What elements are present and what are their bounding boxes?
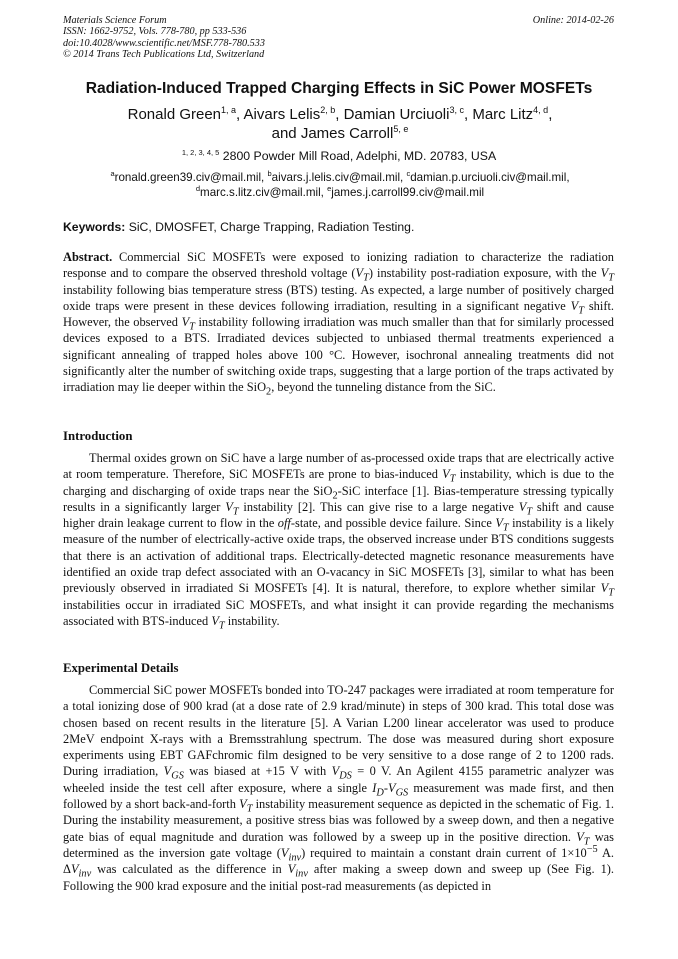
email-link[interactable]: aivars.j.lelis.civ@mail.mil, (271, 171, 407, 184)
journal-header (63, 15, 265, 61)
text-run: shift and cause higher drain leakage current to flow in the (63, 499, 614, 531)
email-marker: b (267, 169, 272, 179)
email-link[interactable]: damian.p.urciuoli.civ@mail.mil, (410, 171, 570, 184)
symbol: V (600, 266, 609, 281)
symbol: V (280, 845, 289, 860)
text-run: -state, and possible device failure. Since (290, 516, 496, 531)
author-name: , Aivars Lelis (236, 106, 321, 123)
symbol: inv (295, 868, 308, 880)
text-run: was biased at +15 V with (183, 764, 332, 779)
text-run: instabilities occur in irradiated SiC MOSFETs, and what insight it can provide regarding the mechanisms associated with BTS-induced (63, 597, 614, 628)
author-affil: 3, c (449, 105, 464, 115)
symbol: - (383, 780, 388, 795)
author-name: , Marc Litz (463, 106, 534, 123)
symbol: V (570, 298, 579, 313)
symbol: T (502, 522, 509, 534)
author-affil: 4, d (533, 105, 549, 115)
symbol: V (211, 613, 219, 628)
symbol: GS (395, 787, 409, 799)
text-run: measurement was made first, and then followed by a short back-and-forth (63, 780, 614, 812)
author-affil: 1, a (221, 105, 237, 115)
symbol: −5 (586, 843, 598, 855)
symbol: T (189, 321, 195, 333)
symbol: T (449, 473, 456, 485)
text-run: instability [2]. This can give rise to a large negative (238, 499, 519, 514)
symbol: T (583, 836, 590, 848)
symbol: inv (288, 852, 302, 864)
symbol: T (218, 620, 225, 632)
text-run: instability is a likely measure of the number of electrically-active oxide traps, the observed increase under BTS conditions suggests that there is an activation of additional traps. Electrically-detected magnetic resonance measurements have identified an oxide trap defect associated with an O-vacancy in SiC MOSFETs [3], similar to what has been previously observed in irradiated Si MOSFETs [4]. It is natural, therefore, to explore whether similar (63, 516, 615, 596)
author-list: Ronald Green$^{1, a}$, Aivars Lelis$^{2, b}$, Damian Urciuoli$^{3, c}$, Marc Litz$^{4, d}$, and James Carroll$^{5, e}$ (127, 105, 553, 142)
text-run: , beyond the tunneling distance from the SiC. (271, 380, 496, 395)
symbol: V (355, 266, 364, 281)
text-run: instability, which is due to the charging and discharging of oxide traps near the SiO (63, 467, 614, 498)
text-run: A. Δ (63, 845, 614, 877)
keywords-label: Keywords: (63, 220, 129, 234)
symbol: V (225, 499, 233, 514)
symbol: V (287, 862, 296, 877)
symbol: T (608, 587, 614, 599)
address-affil: 1, 2, 3, 4, 5 (181, 147, 220, 157)
symbol: V (163, 764, 172, 779)
symbol: T (363, 272, 369, 284)
symbol: V (576, 829, 584, 844)
keywords (63, 220, 615, 234)
text-run: Commercial SiC power MOSFETs bonded into TO-247 packages were irradiated at room temperature for a total ionizing dose of 900 krad (at a dose rate of 2.9 krad/minute) in steps of 300 krad. This total dose was chosen based on recent results in the literature [5]. A Varian L200 linear accelerator was used to produce 2MeV endpoint X-rays with a Bremsstrahlung spectrum. The dose was measured during short exposure experiments using EBT GAFchromic film designed to be very sensitive to a dose range of 2 to 1200 rads. During irradiation, (63, 683, 614, 779)
text-run: -SiC interface [1]. Bias-temperature stressing typically results in a significantly larger (63, 483, 614, 514)
text-run: instability following bias temperature stress (BTS) testing. As expected, a large number of positively charged oxide traps were present in these devices following irradiation, resulting in a significant negative (63, 282, 614, 313)
symbol: V (239, 797, 247, 812)
issn-line: ISSN: 1662-9752, Vols. 778-780, pp 533-536 (63, 26, 247, 38)
keywords-text: SiC, DMOSFET, Charge Trapping, Radiation Testing. (128, 220, 415, 234)
symbol: V (181, 315, 190, 330)
symbol: V (518, 499, 527, 514)
symbol: I (372, 780, 377, 795)
journal-name: Materials Science Forum (63, 15, 167, 26)
doi-line: doi:10.4028/www.scientific.net/MSF.778-780.533 (63, 37, 265, 49)
text-run: was calculated as the difference in (91, 862, 288, 877)
text-run: was determined as the inversion gate voltage ( (63, 829, 614, 860)
symbol: GS (171, 770, 184, 782)
symbol: T (246, 803, 253, 815)
symbol: 2 (332, 490, 338, 502)
abstract-label: Abstract. (63, 250, 113, 264)
symbol: V (600, 581, 609, 596)
online-date: Online: 2014-02-26 (532, 15, 614, 26)
abstract-paragraph (63, 249, 614, 396)
email-marker: a (110, 169, 115, 179)
text-run: instability. (224, 613, 280, 628)
author-affil: 5, e (393, 124, 409, 134)
symbol: DS (339, 770, 352, 782)
experimental-paragraph (63, 682, 614, 894)
email-marker: e (327, 184, 332, 194)
symbol: D (376, 787, 384, 799)
author-name: , Damian Urciuoli (335, 106, 450, 123)
email-marker: d (195, 184, 201, 194)
text-run: instability following irradiation was much smaller than that for similarly processed devices exposed to a BTS. Irradiated devices subjected to unbiased thermal treatments experienced a significant annealing of trapped holes above 100 °C. However, isochronal annealing treatments did not significantly alter the number of switching oxide traps, suggesting that a large portion of the traps activated by irradiation may lie deeper within the SiO (63, 315, 614, 395)
section-heading-experimental: Experimental Details (63, 661, 179, 675)
symbol: T (578, 305, 584, 317)
text-run: Commercial SiC MOSFETs were exposed to ionizing radiation to characterize the radiation response and to compare the observed threshold voltage ( (63, 250, 614, 281)
email-marker: c (406, 169, 411, 179)
symbol: T (526, 506, 533, 518)
author-affil: 2, b (320, 105, 336, 115)
section-heading-introduction: Introduction (63, 429, 133, 443)
email-link[interactable]: ronald.green39.civ@mail.mil, (114, 171, 268, 184)
text-run: off (277, 516, 291, 531)
author-name: Ronald Green (127, 106, 222, 123)
symbol: T (608, 272, 614, 284)
symbol: inv (78, 868, 92, 880)
symbol: V (388, 780, 396, 795)
introduction-paragraph (63, 450, 615, 632)
copyright-line: © 2014 Trans Tech Publications Ltd, Switzerland (63, 49, 265, 61)
symbol: V (331, 764, 340, 779)
author-name: and James Carroll (271, 125, 394, 142)
symbol: T (232, 506, 239, 518)
text-run: instability measurement sequence as depicted in the schematic of Fig. 1. During the instability measurement, a positive stress bias was followed by a sweep down, and then a negative gate bias of equal magnitude and duration was followed by a sweep up in the positive direction. (63, 797, 614, 844)
paper-title: Radiation-Induced Trapped Charging Effects in SiC Power MOSFETs (85, 80, 593, 97)
text-run: Thermal oxides grown on SiC have a large number of as-processed oxide traps that are electrically active at room temperature. Therefore, SiC MOSFETs are prone to bias-induced (63, 451, 614, 482)
symbol: V (495, 516, 503, 531)
text-run: ) instability post-radiation exposure, with the (368, 266, 601, 281)
text-run: shift. However, the observed (63, 298, 614, 330)
symbol: V (70, 862, 79, 877)
address-text: 2800 Powder Mill Road, Adelphi, MD. 20783, USA (219, 149, 497, 163)
email-list (70, 170, 610, 200)
text-run: = 0 V. An Agilent 4155 parametric analyzer was wheeled inside the test cell after exposure, where a single (63, 764, 614, 795)
email-link[interactable]: marc.s.litz.civ@mail.mil, (200, 186, 328, 199)
text-run: ) required to maintain a constant drain current of 1×10 (301, 845, 587, 860)
text-run: after making a sweep down and sweep up (See Fig. 1). Following the 900 krad exposure and the initial post-rad measurements (as depicted in (63, 862, 614, 893)
email-link[interactable]: james.j.carroll99.civ@mail.mil (331, 186, 485, 199)
symbol: V (442, 467, 450, 482)
symbol: 2 (266, 386, 272, 398)
affiliation-address (0, 149, 678, 163)
